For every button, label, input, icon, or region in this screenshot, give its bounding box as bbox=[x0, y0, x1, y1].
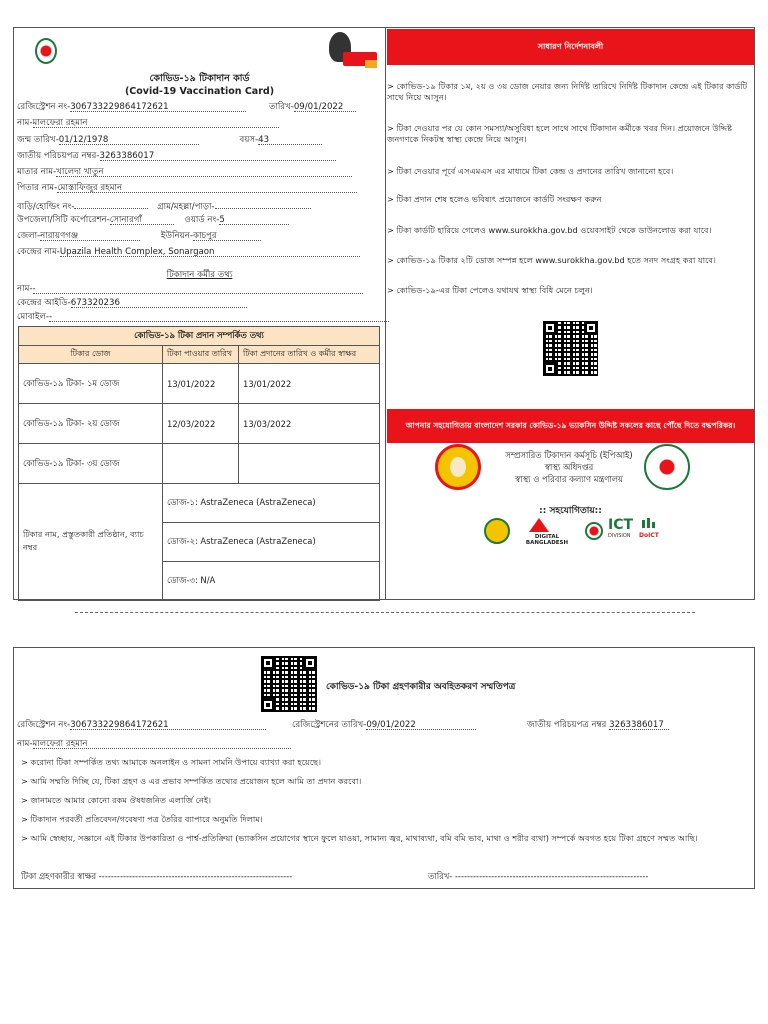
table-header-row bbox=[19, 346, 380, 364]
staff-name-row: নাম-- bbox=[17, 284, 363, 295]
address-row: বাড়ি/হোল্ডিং নং- গ্রাম/মহল্লা/পাড়া- bbox=[17, 199, 311, 213]
consent-reg-number: 306733229864172621 bbox=[70, 720, 169, 730]
doict-logo: DoICT bbox=[639, 518, 661, 546]
union: কাচপুর bbox=[192, 231, 217, 241]
district: নারায়ণগঞ্জ bbox=[40, 231, 79, 241]
staff-name: - bbox=[32, 284, 36, 294]
card-title-bn: কোভিড-১৯ টিকাদান কার্ড bbox=[149, 73, 250, 84]
upazila: সোনারগাঁ bbox=[109, 215, 142, 225]
consent-item: > টিকাদান পরবর্তী প্রতিবেদন/গবেষণা পত্র তৈরির ব্যাপারে অনুমতি দিলাম। bbox=[21, 814, 263, 824]
vaccination-card bbox=[13, 27, 755, 600]
age: 43 bbox=[258, 135, 270, 145]
table-row: কোভিড-১৯ টিকা- ২য় ডোজ 12/03/2022 13/03/2022 bbox=[19, 404, 380, 444]
qr-code[interactable] bbox=[543, 321, 598, 376]
epi-dghs: স্বাস্থ্য অধিদপ্তর bbox=[544, 462, 594, 472]
a2i-logo bbox=[484, 518, 510, 544]
upazila-row: উপজেলা/সিটি কর্পোরেশন-সোনারগাঁ ওয়ার্ড নং-5 bbox=[17, 215, 289, 226]
staff-heading: টিকাদান কর্মীর তথ্য bbox=[166, 270, 233, 280]
dob-row: জন্ম তারিখ-01/12/1978 বয়স-43 bbox=[17, 135, 322, 146]
card-divider bbox=[385, 28, 386, 599]
ict-division-logo: ICT DIVISION bbox=[608, 517, 634, 539]
consent-reg-date: 09/01/2022 bbox=[366, 720, 416, 730]
card-title-en: (Covid-19 Vaccination Card) bbox=[124, 86, 275, 97]
col-due: টিকা পাওয়ার তারিখ bbox=[163, 346, 239, 364]
instructions-header: সাধারণ নির্দেশনাবলী bbox=[387, 29, 754, 65]
father-row: পিতার নাম-মোস্তাফিজুর রহমান bbox=[17, 183, 357, 194]
center-row: কেন্দ্রের নাম-Upazila Health Complex, Sonargaon bbox=[17, 247, 360, 258]
instruction-item: > টিকা প্রদান শেষ হলেও ভবিষ্যৎ প্রয়োজনে কার্ডটি সংরক্ষণ করুন bbox=[387, 194, 602, 204]
table-row: কোভিড-১৯ টিকা- ১ম ডোজ 13/01/2022 13/01/2022 bbox=[19, 364, 380, 404]
dob: 01/12/1978 bbox=[58, 135, 109, 145]
instruction-item: > কোভিড-১৯-এর টিকা পেলেও যথাযথ স্বাস্থ্য বিধি মেনে চলুন। bbox=[387, 285, 593, 295]
epi-title: সম্প্রসারিত টিকাদান কর্মসূচি (ইপিআই) bbox=[505, 450, 633, 460]
name-row: নাম-মালফেরা রহমান bbox=[17, 118, 279, 129]
consent-item: > করোনা টিকা সম্পর্কিত তথ্য আমাকে অনলাইন ও সামনা সামনি উপায়ে ব্যাখ্যা করা হয়েছে। bbox=[21, 757, 322, 767]
nid-row: জাতীয় পরিচয়পত্র নম্বর-3263386017 bbox=[17, 151, 336, 162]
consent-qr-code[interactable] bbox=[261, 656, 317, 712]
instruction-item: > টিকা দেওয়ার পূর্বে এসএমএস এর মাধ্যমে টিকা কেন্দ্র ও প্রদানের তারিখ জানানো হবে। bbox=[387, 166, 674, 176]
instruction-item: > কোভিড-১৯ টিকার ১ম, ২য় ও ৩য় ডোজ নেয়ার জন্য নির্দিষ্ট তারিখে নির্দিষ্ট টিকাদান কেন্দ্রে এই টিকার কার্ডটি সাথে নিয়ে আসুন। bbox=[387, 81, 748, 102]
table-row: কোভিড-১৯ টিকা- ৩য় ডোজ bbox=[19, 444, 380, 484]
dghs-logo bbox=[644, 444, 690, 490]
consent-nid-row: জাতীয় পরিচয়পত্র নম্বর 3263386017 bbox=[527, 720, 669, 731]
instruction-item: > টিকা দেওয়ার পর যে কোন সমস্যা/অসুবিধা হলে সাথে সাথে টিকাদান কর্মীকে খবর দিন। প্রয়োজনে উদ্দিষ্ট জনগণকে নিকটস্থ স্বাস্থ্য কেন্দ্রে নিয়ে আসুন। bbox=[387, 123, 733, 144]
consent-reg-row: রেজিস্ট্রেশন নং-306733229864172621 bbox=[17, 720, 266, 731]
cut-line bbox=[75, 612, 695, 613]
consent-form bbox=[13, 647, 755, 889]
consent-date-line: তারিখ- ---------------------------------------------------------------- bbox=[428, 871, 649, 881]
consent-item: > আমি স্বেচ্ছায়, সজ্ঞানে এই টিকার উপকারিতা ও পার্শ্ব-প্রতিক্রিয়া (ভ্যাকসিন প্রয়োগের স্থানে ফুলে যাওয়া, সামান্য জ্বর, মাথাব্যথা, বমি বমি ভাব, মাথা ও শরীর ব্যথা) সম্পর্কে অবগত হয়ে টিকা গ্রহণে সম্মত আছি। bbox=[21, 833, 698, 843]
mother-row: মাতার নাম-খালেদা খাতুন bbox=[17, 167, 352, 178]
consent-item: > আমি সম্মতি দিচ্ছি যে, টিকা গ্রহণ ও এর প্রভাব সম্পর্কিত তথ্যের প্রয়োজন হলে আমি তা প্রদান করবো। bbox=[21, 776, 362, 786]
signature-line: টিকা গ্রহণকারীর স্বাক্ষর ---------------------------------------------------------------- bbox=[21, 871, 293, 881]
vaccine-dose-1: ডোজ-১: AstraZeneca (AstraZeneca) bbox=[163, 484, 380, 523]
reg-date: 09/01/2022 bbox=[293, 102, 344, 112]
collaboration-heading: :: সহযোগিতায়:: bbox=[539, 506, 602, 516]
govt-seal-logo bbox=[585, 522, 603, 540]
vaccination-table bbox=[18, 326, 380, 601]
table-title: কোভিড-১৯ টিকা প্রদান সম্পর্কিত তথ্য bbox=[19, 327, 380, 346]
mother-name: খালেদা খাতুন bbox=[56, 167, 104, 177]
epi-ministry: স্বাস্থ্য ও পরিবার কল্যাণ মন্ত্রণালয় bbox=[515, 474, 623, 484]
commitment-banner: আপনার সহযোগিতায় বাংলাদেশ সরকার কোভিড-১৯ ভ্যাকসিন উদ্দিষ্ট সকলের কাছে পৌঁছে দিতে বদ্ধপরিকর। bbox=[387, 409, 754, 443]
epi-logo bbox=[435, 444, 481, 490]
instruction-item: > কোভিড-১৯ টিকার ২টি ডোজ সম্পন্ন হলে www.surokkha.gov.bd হতে সনদ সংগ্রহ করা যাবে। bbox=[387, 255, 716, 265]
col-given: টিকা প্রদানের তারিখ ও কর্মীর স্বাক্ষর bbox=[239, 346, 380, 364]
ward: 5 bbox=[219, 215, 225, 225]
mujib-borsho-logo bbox=[327, 32, 379, 70]
consent-item: > জানামতে আমার কোনো রকম ঔষধজনিত এলার্জি নেই। bbox=[21, 795, 212, 805]
reg-row: রেজিস্ট্রেশন নং-306733229864172621 তারিখ-09/01/2022 bbox=[17, 102, 356, 113]
consent-regdate-row: রেজিস্ট্রেশনের তারিখ-09/01/2022 bbox=[292, 720, 476, 731]
consent-name: মালফেরা রহমান bbox=[32, 739, 88, 749]
father-name: মোস্তাফিজুর রহমান bbox=[57, 183, 123, 193]
consent-name-row: নাম-মালফেরা রহমান bbox=[17, 739, 291, 750]
digital-bangladesh-logo: DIGITAL BANGLADESH bbox=[517, 518, 577, 548]
center-id: 673320236 bbox=[70, 298, 120, 308]
consent-nid: 3263386017 bbox=[609, 720, 664, 730]
reg-number: 306733229864172621 bbox=[70, 102, 169, 112]
center-name: Upazila Health Complex, Sonargaon bbox=[59, 247, 215, 257]
vaccine-name-label: টিকার নাম, প্রস্তুতকারী প্রতিষ্ঠান, ব্যাচ নম্বর bbox=[19, 484, 163, 601]
district-row: জেলা-নারায়ণগঞ্জ ইউনিয়ন-কাচপুর bbox=[17, 231, 261, 242]
staff-mobile: - bbox=[49, 312, 53, 322]
recipient-name: মালফেরা রহমান bbox=[32, 118, 88, 128]
vaccine-dose-2: ডোজ-২: AstraZeneca (AstraZeneca) bbox=[163, 523, 380, 562]
consent-title: কোভিড-১৯ টিকা গ্রহণকারীর অবহিতকরণ সম্মতিপত্র bbox=[326, 682, 516, 692]
col-dose: টিকার ডোজ bbox=[19, 346, 163, 364]
nid-number: 3263386017 bbox=[99, 151, 155, 161]
vaccine-dose-3: ডোজ-৩: N/A bbox=[163, 562, 380, 601]
bangladesh-govt-logo bbox=[35, 38, 57, 64]
instruction-item: > টিকা কার্ডটি হারিয়ে গেলেও www.surokkha.gov.bd ওয়েবসাইট থেকে ডাউনলোড করা যাবে। bbox=[387, 225, 712, 235]
mobile-row: মোবাইল-- bbox=[17, 312, 389, 323]
center-id-row: কেন্দ্রের আইডি-673320236 bbox=[17, 298, 247, 309]
